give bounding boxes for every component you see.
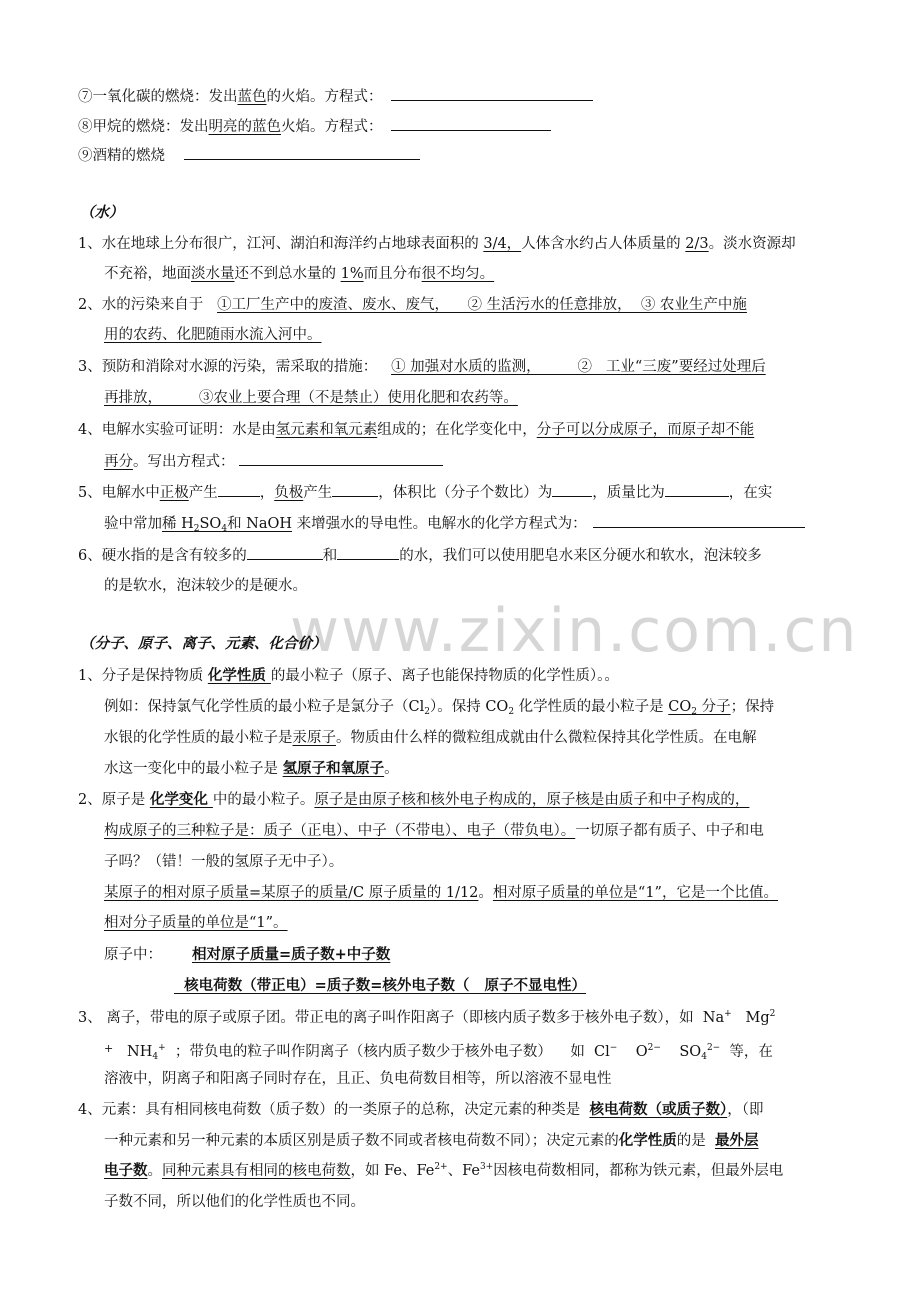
text: 2、原子是 [78,792,150,808]
water-item-1-line-2 [104,264,494,284]
text: 。淡水资源却 [708,236,796,252]
answer-blank[interactable] [337,545,399,560]
text: 不充裕，地面 [104,266,191,282]
text: 化学性质的最小粒子是 [514,699,669,715]
text: 产生 [303,485,333,501]
text: 1、分子是保持物质 [78,668,208,684]
watermark: www.zixin.com.cn [290,596,859,666]
underlined-text: 分子 [696,699,731,715]
underlined-text: 明亮的蓝色 [208,119,281,135]
particles-item-4-line-1 [78,1100,763,1120]
underlined-text: 原子是由原子核和核外电子构成的，原子核是由质子和中子构成的， [314,792,750,808]
answer-blank[interactable] [391,116,551,131]
superscript: + [158,1043,166,1053]
text: ，如 Fe、Fe [350,1163,435,1179]
particles-item-1-line-1 [78,666,619,686]
combustion-item-7 [78,86,593,107]
superscript: 2+ [434,1162,448,1172]
superscript: 2− [647,1043,661,1053]
text: 、Fe [447,1163,480,1179]
text: ⑦一氧化碳的燃烧：发出 [78,89,238,105]
text: 还不到总水量的 [234,266,341,282]
text: 等，在 [720,1044,773,1060]
superscript: 3+ [479,1162,494,1172]
particles-item-3-line-2 [104,1039,773,1062]
particles-item-3-line-3 [104,1069,612,1089]
text: 。 [384,761,399,777]
particles-item-2-line-7 [174,976,586,996]
superscript: + [724,1009,732,1019]
underlined-text: 稀 H [162,516,194,532]
text: ⑨酒精的燃烧 [78,148,165,164]
underlined-text: 氢元素和氧元素 [275,422,378,438]
answer-blank[interactable] [593,513,805,528]
underlined-bold-text: 氢原子和氧原子 [282,760,385,777]
text: O [617,1044,648,1060]
text: ⑧甲烷的燃烧：发出 [78,119,209,135]
text: 的火焰。方程式： [266,89,383,105]
text: 4、电解水实验可证明：水是由 [78,422,276,438]
underlined-text: 3/4， [483,236,522,252]
superscript: − [609,1043,618,1053]
underlined-text: 蓝色 [237,89,267,105]
answer-blank[interactable] [184,145,420,160]
text: 而且分布 [363,266,422,282]
particles-item-2-line-2 [104,821,764,841]
water-item-1-line-1 [78,234,796,254]
answer-blank[interactable] [247,545,323,560]
bold-text: 化学性质 [618,1132,677,1149]
text: 3、 离子，带电的原子或原子团。带正电的离子叫作阳离子（即核内质子数多于核外电子数），如 Na [78,1010,725,1026]
underlined-text: 某原子的相对原子质量=某原子的质量/C 原子质量的 1/12 [104,885,479,901]
particles-item-1-line-4 [104,759,399,779]
subscript: 2 [193,524,200,534]
underlined-text: SO [199,516,222,532]
text: 例如：保持氯气化学性质的最小粒子是氯分子（Cl [104,699,425,715]
text: 和 [322,548,338,564]
water-item-5-line-2 [104,513,805,534]
text: 子吗？（错！一般的氢原子无中子）。 [104,854,344,870]
subscript: 2 [424,707,430,717]
text: ；带负电的粒子叫作阴离子（核内质子数少于核外电子数） 如 Cl [165,1044,610,1060]
underlined-text: 分子可以分成原子，而原子却不能 [536,422,755,438]
underlined-bold-text: 化学变化 [149,791,213,808]
text: 火焰。方程式： [281,119,383,135]
text: 3、预防和消除对水源的污染，需采取的措施： [78,359,378,375]
subscript: 4 [221,524,228,534]
underlined-text: 相对分子质量的单位是“1”。 [104,915,288,931]
text: 。 [478,885,493,901]
text: 的最小粒子（原子、离子也能保持物质的化学性质）。。 [270,668,619,684]
underlined-text: 同种元素具有相同的核电荷数 [162,1163,351,1179]
particles-item-2-line-6 [104,945,390,965]
text: ）。保持 CO [429,699,509,715]
answer-blank[interactable] [239,451,443,466]
text: 。写出方程式： [133,454,235,470]
text: 。物质由什么样的微粒组成就由什么微粒保持其化学性质。在电解 [336,730,757,746]
underlined-text: 淡水量 [191,266,235,282]
text: 一切原子都有质子、中子和电 [575,823,764,839]
text: 组成的；在化学变化中， [377,422,537,438]
text: 人体含水约占人体质量的 [521,236,686,252]
particles-item-4-line-4 [104,1192,365,1212]
text: 中的最小粒子。 [212,792,315,808]
combustion-item-9 [78,145,420,166]
text: 水这一变化中的最小粒子是 [104,761,283,777]
particles-item-2-line-3 [104,852,343,872]
text: 原子中： [104,947,162,963]
answer-blank[interactable] [218,482,260,497]
text: 2、水的污染来自于 [78,297,204,313]
superscript: 2 [769,1009,776,1019]
text: + [104,1042,114,1055]
underlined-text: 再分 [104,454,133,470]
answer-blank[interactable] [332,482,378,497]
particles-item-3-line-1 [78,1008,775,1028]
text: 的是软水，泡沫较少的是硬水。 [104,578,307,594]
underlined-text: CO [668,699,692,715]
text: 产生 [188,485,218,501]
particles-item-2-line-1 [78,790,749,810]
underlined-text: 相对原子质量的单位是“1”，它是一个比值。 [492,885,778,901]
text: 子数不同，所以他们的化学性质也不同。 [104,1194,365,1210]
underlined-text: 负极 [274,485,304,501]
subscript: 2 [508,707,515,717]
text: 4、元素：具有相同核电荷数（质子数）的一类原子的总称，决定元素的种类是 [78,1102,590,1118]
water-item-5-line-1 [78,482,772,503]
text: Mg [731,1010,770,1026]
particles-item-1-line-3 [104,728,757,748]
section-heading-water: （水） [80,204,124,221]
underlined-text: ①工厂生产中的废渣、废水、废气， ② 生活污水的任意排放， ③ 农业生产中施 [217,297,747,313]
water-item-2-line-1 [78,295,747,315]
underlined-text: 正极 [159,485,189,501]
text: 6、硬水指的是含有较多的 [78,548,247,564]
section-heading-particles: （分子、原子、离子、元素、化合价） [80,635,327,652]
underlined-bold-text: 相对原子质量=质子数+中子数 [192,946,391,963]
particles-item-4-line-2 [104,1131,758,1151]
underlined-text: ① 加强对水质的监测， ② 工业“三废”要经过处理后 [391,359,766,375]
text: ，在实 [728,485,773,501]
underlined-bold-text: 化学性质 [207,667,271,684]
text: 1、水在地球上分布很广，江河、湖泊和海洋约占地球表面积的 [78,236,484,252]
underlined-bold-text: 最外层 [714,1132,759,1149]
water-item-2-line-2 [104,325,322,345]
water-item-3-line-1 [78,357,766,377]
text: ，体积比（分子个数比）为 [378,485,553,501]
particles-item-1-line-2 [104,697,774,717]
text: 5、电解水中 [78,485,160,501]
answer-blank[interactable] [665,482,729,497]
underlined-bold-text: 电子数 [104,1162,148,1179]
particles-item-2-line-5 [104,913,288,933]
answer-blank[interactable] [391,86,593,101]
subscript: 4 [701,1052,707,1062]
underlined-bold-text: 核电荷数（或质子数） [589,1101,728,1118]
text: SO [660,1044,702,1060]
underlined-bold-text: 核电荷数（带正电）=质子数=核外电子数（ 原子不显电性） [174,977,587,994]
text: 一种元素和另一种元素的本质区别是质子数不同或者核电荷数不同）；决定元素的 [104,1133,619,1149]
superscript: 2− [706,1043,721,1053]
combustion-item-8 [78,116,551,137]
particles-item-2-line-4 [104,883,778,903]
particles-item-4-line-3 [104,1161,783,1181]
underlined-text: 很不均匀。 [421,266,495,282]
text: ；保持 [730,699,775,715]
text: 溶液中，阴离子和阳离子同时存在，且正、负电荷数目相等，所以溶液不显电性 [104,1071,612,1087]
subscript: 4 [152,1052,159,1062]
answer-blank[interactable] [552,482,592,497]
text: 的是 [676,1133,715,1149]
text: ，质量比为 [592,485,665,501]
text: 水银的化学性质的最小粒子是 [104,730,293,746]
underlined-text: 和 NaOH [227,516,293,532]
water-item-6-line-2 [104,576,307,596]
underlined-text: 构成原子的三种粒子是：质子（正电）、中子（不带电）、电子（带负电）。 [104,823,576,839]
underlined-text: 用的农药、化肥随雨水流入河中。 [104,327,322,343]
water-item-6-line-1 [78,545,762,566]
text: 。 [147,1163,162,1179]
water-item-4-line-2 [104,451,443,472]
underlined-text: 2/3 [685,236,709,252]
underlined-text: 汞原子 [292,730,336,746]
text: 的水，我们可以使用肥皂水来区分硬水和软水，泡沫较多 [399,548,762,564]
text: ， [259,485,275,501]
text: 验中常加 [104,516,162,532]
water-item-3-line-2 [104,388,518,408]
water-item-4-line-1 [78,420,754,440]
underlined-text: 再排放， ③农业上要合理（不是禁止）使用化肥和农药等。 [104,390,518,406]
underlined-text: 1% [340,266,364,282]
text: ，（即 [727,1102,764,1118]
text: NH [113,1044,153,1060]
subscript: 2 [691,707,697,717]
text: 来增强水的导电性。电解水的化学方程式为： [292,516,587,532]
text: 因核电荷数相同，都称为铁元素，但最外层电 [493,1163,784,1179]
